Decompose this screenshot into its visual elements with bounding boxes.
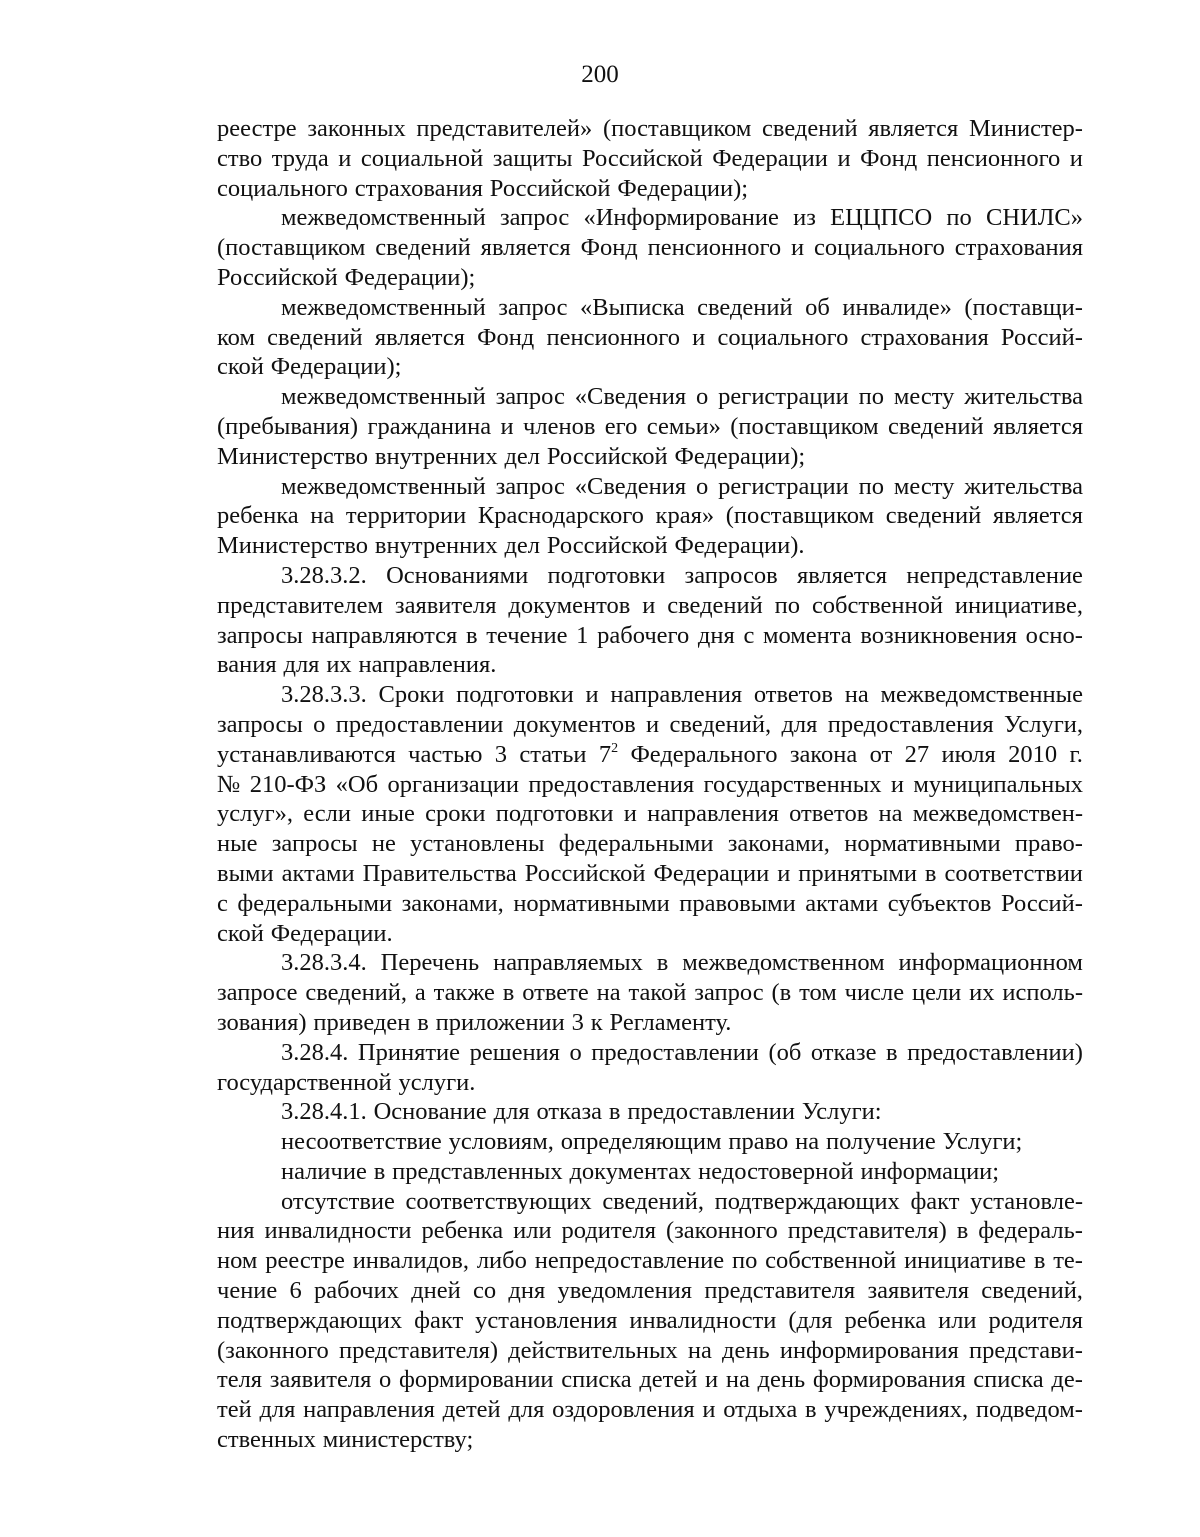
text-line: межведомственный запрос «Выписка сведений об инвалиде» (поставщи- (281, 293, 1083, 321)
text-line: (поставщиком сведений является Фонд пенсионного и социального страхования (217, 234, 1083, 262)
text-line: ской Федерации. (217, 919, 393, 947)
text-line: межведомственный запрос «Сведения о регистрации по месту жительства (281, 472, 1083, 500)
document-body (217, 114, 1083, 1455)
text-line: (пребывания) гражданина и членов его семьи» (поставщиком сведений является (217, 412, 1083, 440)
text-line: ния инвалидности ребенка или родителя (законного представителя) в федераль- (217, 1217, 1083, 1245)
superscript: 2 (611, 740, 619, 756)
text-line: тей для направления детей для оздоровления и отдыха в учреждениях, подведом- (217, 1396, 1083, 1424)
text-line: ской Федерации); (217, 353, 402, 381)
text-line: ком сведений является Фонд пенсионного и социального страхования Россий- (217, 323, 1083, 351)
text-line: государственной услуги. (217, 1068, 476, 1096)
text-line: чение 6 рабочих дней со дня уведомления представителя заявителя сведений, (217, 1277, 1083, 1305)
text-line: теля заявителя о формировании списка детей и на день формирования списка де- (217, 1366, 1083, 1394)
text-line: Министерство внутренних дел Российской Федерации); (217, 442, 806, 470)
text-line: представителем заявителя документов и сведений по собственной инициативе, (217, 591, 1083, 619)
text-line: (законного представителя) действительных на день информирования представи- (217, 1336, 1083, 1364)
text-line: ребенка на территории Краснодарского края» (поставщиком сведений является (217, 502, 1083, 530)
text-line: 3.28.4. Принятие решения о предоставлении (об отказе в предоставлении) (281, 1038, 1083, 1066)
text-line: Российской Федерации); (217, 263, 476, 291)
text-line: с федеральными законами, нормативными правовыми актами субъектов Россий- (217, 889, 1083, 917)
text-line: услуг», если иные сроки подготовки и направления ответов на межведомствен- (217, 800, 1083, 828)
text-line: вания для их направления. (217, 651, 497, 679)
text-line: социального страхования Российской Федерации); (217, 174, 749, 202)
page-number: 200 (581, 61, 619, 88)
text-line: выми актами Правительства Российской Федерации и принятыми в соответствии (217, 859, 1083, 887)
text-line: ные запросы не установлены федеральными законами, нормативными право- (217, 830, 1083, 858)
text-line: 3.28.3.2. Основаниями подготовки запросов является непредставление (281, 561, 1083, 589)
text-line: 3.28.3.4. Перечень направляемых в межведомственном информационном (281, 949, 1083, 977)
text-line: запросы о предоставлении документов и сведений, для предоставления Услуги, (217, 710, 1083, 738)
text-line: ство труда и социальной защиты Российской Федерации и Фонд пенсионного и (217, 144, 1083, 172)
text-line: реестре законных представителей» (поставщиком сведений является Министер- (217, 115, 1083, 142)
text-line: наличие в представленных документах недостоверной информации; (281, 1157, 1000, 1185)
text-line: запросе сведений, а также в ответе на такой запрос (в том числе цели их исполь- (217, 979, 1083, 1007)
text-line: запросы направляются в течение 1 рабочего дня с момента возникновения осно- (217, 621, 1083, 649)
text-line: 3.28.3.3. Сроки подготовки и направления ответов на межведомственные (281, 681, 1083, 709)
text-line: ственных министерству; (217, 1426, 474, 1454)
text-line: № 210-ФЗ «Об организации предоставления государственных и муниципальных (217, 770, 1083, 798)
text-line: ном реестре инвалидов, либо непредоставление по собственной инициативе в те- (217, 1247, 1083, 1275)
text-line: межведомственный запрос «Сведения о регистрации по месту жительства (281, 383, 1083, 411)
text-line: Министерство внутренних дел Российской Федерации). (217, 532, 805, 560)
text-line: отсутствие соответствующих сведений, подтверждающих факт установле- (281, 1187, 1083, 1215)
text-line: зования) приведен в приложении 3 к Регламенту. (217, 1008, 732, 1036)
text-line: 3.28.4.1. Основание для отказа в предоставлении Услуги: (281, 1098, 882, 1126)
text-line: несоответствие условиям, определяющим право на получение Услуги; (281, 1128, 1023, 1156)
text-line: подтверждающих факт установления инвалидности (для ребенка или родителя (217, 1306, 1083, 1334)
text-line: устанавливаются частью 3 статьи $7^2$ Федерального закона от 27 июля 2010 г. (217, 740, 1083, 768)
text-line: межведомственный запрос «Информирование из ЕЦЦПСО по СНИЛС» (281, 204, 1083, 232)
